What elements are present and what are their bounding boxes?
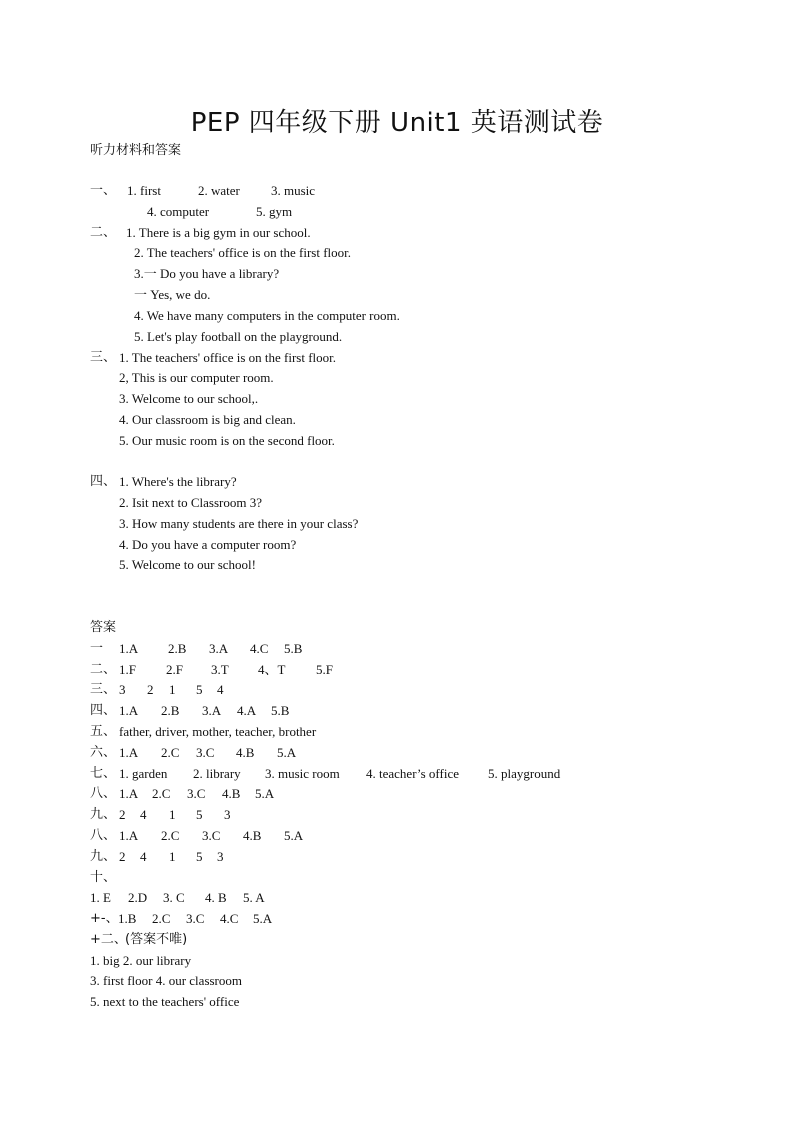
answer-item: 5.B <box>271 703 290 718</box>
answer-item: 1.A <box>119 745 139 760</box>
answer-item: 3.C <box>196 745 215 760</box>
answer-item: 5 <box>196 849 203 864</box>
answer-row-15 <box>90 932 690 948</box>
answer-item: 2.C <box>152 786 171 801</box>
answer-item: 2.C <box>152 911 171 926</box>
answer-row-13 <box>90 890 690 906</box>
sentence-line: 4. We have many computers in the computer room. <box>134 308 400 323</box>
answer-item: 4.C <box>250 641 269 656</box>
answer-item: 4.B <box>222 786 241 801</box>
answer-label: 一 <box>90 641 104 656</box>
answer-item: 5.B <box>284 641 303 656</box>
answer-item: 5.A <box>277 745 297 760</box>
answer-line: 1. big 2. our library <box>90 953 192 968</box>
answer-item: 3.C <box>186 911 205 926</box>
answer-item: 5.A <box>253 911 273 926</box>
answer-item: 4 <box>217 682 224 697</box>
answer-item: 1.A <box>119 828 139 843</box>
section-3-label: 三、 <box>90 350 117 365</box>
section-4-label: 四、 <box>90 474 117 489</box>
answer-label: +二、 <box>90 932 127 947</box>
answer-item: 3.T <box>211 662 229 677</box>
answer-item: 2 <box>119 807 126 822</box>
answer-label: 六、 <box>90 745 117 760</box>
answer-item: 3.C <box>187 786 206 801</box>
answer-label: 八、 <box>90 786 117 801</box>
word-item: 2. water <box>198 183 240 198</box>
answer-label: 二、 <box>90 662 117 677</box>
answer-item: 2.B <box>168 641 187 656</box>
answer-row-4 <box>90 703 690 719</box>
answer-item: 1.B <box>118 911 137 926</box>
answer-label: 七、 <box>90 766 117 781</box>
answer-item: 4. B <box>205 890 227 905</box>
section-2-label: 二、 <box>90 225 117 240</box>
answer-row-8 <box>90 786 690 802</box>
word-item: 1. first <box>127 183 161 198</box>
sentence-line: 1. The teachers' office is on the first floor. <box>119 350 337 365</box>
sentence-line: 1. There is a big gym in our school. <box>126 225 311 240</box>
answer-item: 3. music room <box>265 766 340 781</box>
answer-item: 1.F <box>119 662 136 677</box>
answer-line: 3. first floor 4. our classroom <box>90 973 243 988</box>
answer-item: 1 <box>169 807 176 822</box>
answer-item: 3 <box>119 682 126 697</box>
answer-item: 5 <box>196 682 203 697</box>
answer-item: 2.C <box>161 745 180 760</box>
answer-item: 4.A <box>237 703 257 718</box>
answer-item: 4.B <box>243 828 262 843</box>
answer-label: 九、 <box>90 849 117 864</box>
answer-row-5 <box>90 724 690 740</box>
answer-row-2 <box>90 662 690 678</box>
answer-label: 十、 <box>90 870 117 885</box>
answer-row-14 <box>90 911 690 927</box>
sentence-line: 2. Isit next to Classroom 3? <box>119 495 262 510</box>
answer-item: 4.C <box>220 911 239 926</box>
answer-item: 1. garden <box>119 766 168 781</box>
answer-item: 3.A <box>202 703 222 718</box>
answers-heading: 答案 <box>90 620 117 635</box>
answer-line: 5. next to the teachers' office <box>90 994 240 1009</box>
answer-item: 4.B <box>236 745 255 760</box>
answer-item: 3 <box>224 807 231 822</box>
sentence-line: 4. Do you have a computer room? <box>119 537 297 552</box>
answer-label: 八、 <box>90 828 117 843</box>
answer-row-6 <box>90 745 690 761</box>
subtitle: 听力材料和答案 <box>90 143 182 158</box>
answer-item: 2 <box>147 682 154 697</box>
sentence-line: 5. Welcome to our school! <box>119 557 256 572</box>
answer-item: 4 <box>140 807 147 822</box>
answer-text: father, driver, mother, teacher, brother <box>119 724 317 739</box>
answer-item: 5. A <box>243 890 265 905</box>
sentence-line: 2, This is our computer room. <box>119 370 274 385</box>
answer-item: 2.D <box>128 890 148 905</box>
answer-item: 4 <box>140 849 147 864</box>
answer-item: 2.B <box>161 703 180 718</box>
answer-item: 2.F <box>166 662 183 677</box>
answer-label: 四、 <box>90 703 117 718</box>
word-item: 5. gym <box>256 204 293 219</box>
answer-item: 3. C <box>163 890 185 905</box>
section-label: 一、 <box>90 183 117 198</box>
answer-label: 三、 <box>90 682 117 697</box>
page-title: PEP 四年级下册 Unit1 英语测试卷 <box>190 108 604 138</box>
answer-row-3 <box>90 682 690 698</box>
sentence-line: 一 Yes, we do. <box>134 287 211 302</box>
sentence-line: 2. The teachers' office is on the first floor. <box>134 245 352 260</box>
sentence-line: 1. Where's the library? <box>119 474 237 489</box>
answer-label: 五、 <box>90 724 117 739</box>
answer-item: 3.A <box>209 641 229 656</box>
answer-item: 1.A <box>119 786 139 801</box>
answer-item: 3 <box>217 849 224 864</box>
answer-item: 5.A <box>255 786 275 801</box>
answer-item: 1 <box>169 849 176 864</box>
sentence-line: 3. How many students are there in your class? <box>119 516 359 531</box>
word-item: 4. computer <box>147 204 210 219</box>
answer-item: 1 <box>169 682 176 697</box>
word-item: 3. music <box>271 183 316 198</box>
answer-row-1 <box>90 641 690 657</box>
answer-item: 2 <box>119 849 126 864</box>
sentence-line: 5. Let's play football on the playground. <box>134 329 343 344</box>
answer-row-10 <box>90 828 690 844</box>
answer-item: 5.F <box>316 662 333 677</box>
answer-item: 1. E <box>90 890 111 905</box>
answer-row-9 <box>90 807 690 823</box>
sentence-line: 4. Our classroom is big and clean. <box>119 412 296 427</box>
answer-item: 3.C <box>202 828 221 843</box>
answer-item: 4、T <box>258 662 286 677</box>
sentence-line: 3.一 Do you have a library? <box>134 266 280 281</box>
answer-row-7 <box>90 766 690 782</box>
sentence-line: 5. Our music room is on the second floor. <box>119 433 335 448</box>
answer-label: 九、 <box>90 807 117 822</box>
answer-item: 5. playground <box>488 766 561 781</box>
answer-row-11 <box>90 849 690 865</box>
sentence-line: 3. Welcome to our school,. <box>119 391 259 406</box>
answer-item: 2.C <box>161 828 180 843</box>
answer-note: (答案不唯) <box>125 932 188 947</box>
answer-item: 1.A <box>119 641 139 656</box>
answer-item: 5.A <box>284 828 304 843</box>
answer-item: 2. library <box>193 766 241 781</box>
answer-label: +-、 <box>90 911 119 926</box>
answer-item: 4. teacher’s office <box>366 766 459 781</box>
answer-item: 1.A <box>119 703 139 718</box>
answer-item: 5 <box>196 807 203 822</box>
